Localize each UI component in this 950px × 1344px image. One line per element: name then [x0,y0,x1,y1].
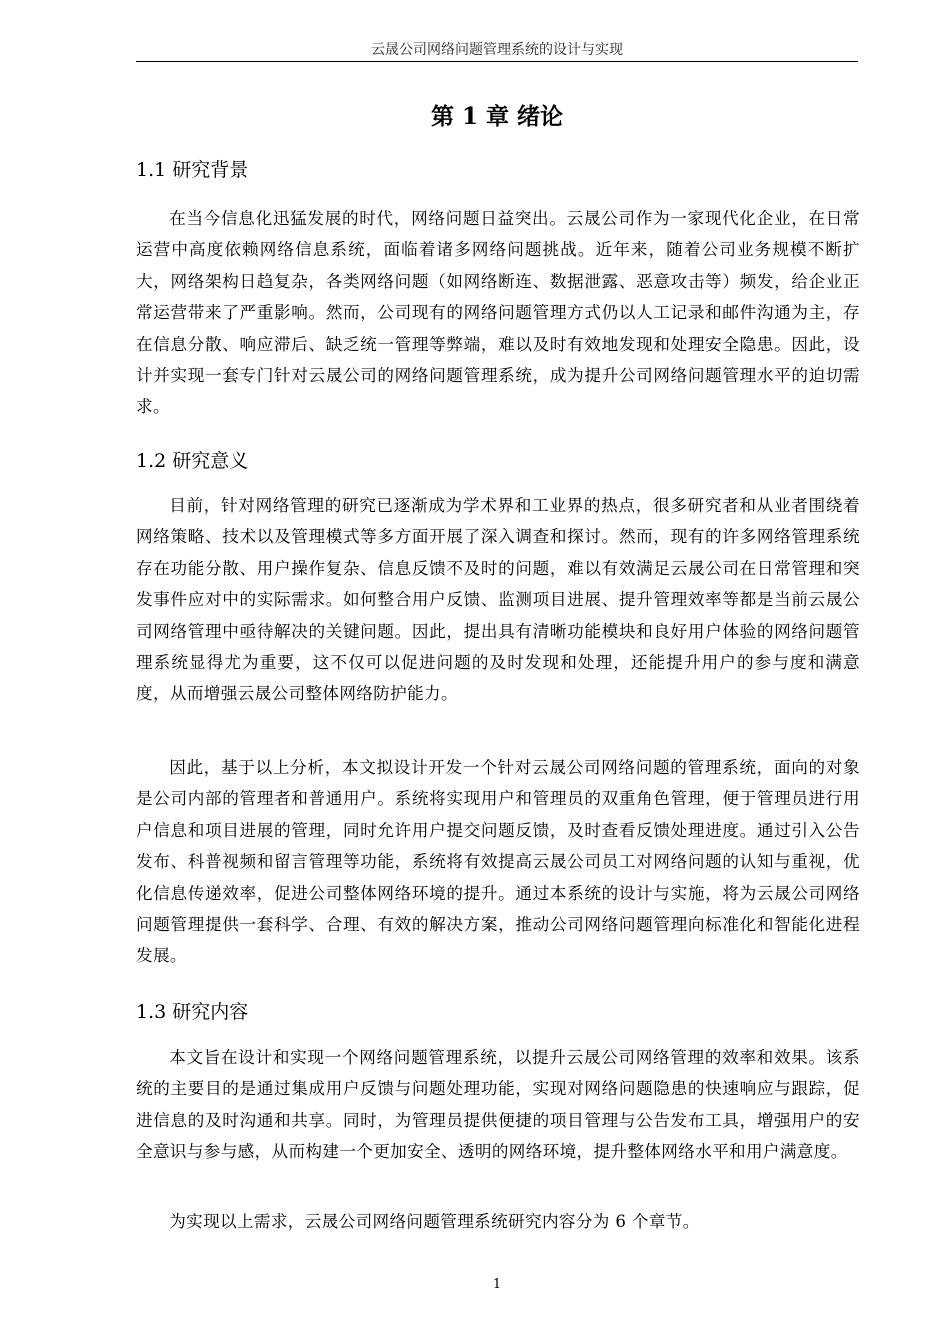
header-rule [136,61,858,62]
paragraph-1-3-b: 为实现以上需求，云晟公司网络问题管理系统研究内容分为 6 个章节。 [169,1212,700,1231]
paragraph-1-3-a: 本文旨在设计和实现一个网络问题管理系统，以提升云晟公司网络管理的效率和效果。该系统的主要目的是通过集成用户反馈与问题处理功能，实现对网络问题隐患的快速响应与跟踪，促进信息的及时沟通和共享。同时，为管理员提供便捷的项目管理与公告发布工具，增强用户的安全意识与参与感，从而构建一个更加安全、透明的网络环境，提升整体网络水平和用户满意度。 [136,1048,860,1162]
paragraph-1-2-a: 目前，针对网络管理的研究已逐渐成为学术界和工业界的热点，很多研究者和从业者围绕着网络策略、技术以及管理模式等多方面开展了深入调查和探讨。然而，现有的许多网络管理系统存在功能分散、用户操作复杂、信息反馈不及时的问题，难以有效满足云晟公司在日常管理和突发事件应对中的实际需求。如何整合用户反馈、监测项目进展、提升管理效率等都是当前云晟公司网络管理中亟待解决的关键问题。因此，提出具有清晰功能模块和良好用户体验的网络问题管理系统显得尤为重要，这不仅可以促进问题的及时发现和处理，还能提升用户的参与度和满意度，从而增强云晟公司整体网络防护能力。 [136,496,860,704]
section-heading-1-1: 1.1 研究背景 [136,159,249,181]
paragraph-1-1-a: 在当今信息化迅猛发展的时代，网络问题日益突出。云晟公司作为一家现代化企业，在日常运营中高度依赖网络信息系统，面临着诸多网络问题挑战。近年来，随着公司业务规模不断扩大，网络架构日趋复杂，各类网络问题（如网络断连、数据泄露、恶意攻击等）频发，给企业正常运营带来了严重影响。然而，公司现有的网络问题管理方式仍以人工记录和邮件沟通为主，存在信息分散、响应滞后、缺乏统一管理等弊端，难以及时有效地发现和处理安全隐患。因此，设计并实现一套专门针对云晟公司的网络问题管理系统，成为提升公司网络问题管理水平的迫切需求。 [136,209,860,417]
section-heading-1-2: 1.2 研究意义 [136,450,249,472]
chapter-title: 第 1 章 绪论 [430,103,564,130]
running-header: 云晟公司网络问题管理系统的设计与实现 [371,42,623,58]
paragraph-1-2-b: 因此，基于以上分析，本文拟设计开发一个针对云晟公司网络问题的管理系统，面向的对象是公司内部的管理者和普通用户。系统将实现用户和管理员的双重角色管理，便于管理员进行用户信息和项目进展的管理，同时允许用户提交问题反馈，及时查看反馈处理进度。通过引入公告发布、科普视频和留言管理等功能，系统将有效提高云晟公司员工对网络问题的认知与重视，优化信息传递效率，促进公司整体网络环境的提升。通过本系统的设计与实施，将为云晟公司网络问题管理提供一套科学、合理、有效的解决方案，推动公司网络问题管理向标准化和智能化进程发展。 [136,758,860,966]
section-heading-1-3: 1.3 研究内容 [136,1001,249,1023]
page-number: 1 [492,1277,502,1292]
